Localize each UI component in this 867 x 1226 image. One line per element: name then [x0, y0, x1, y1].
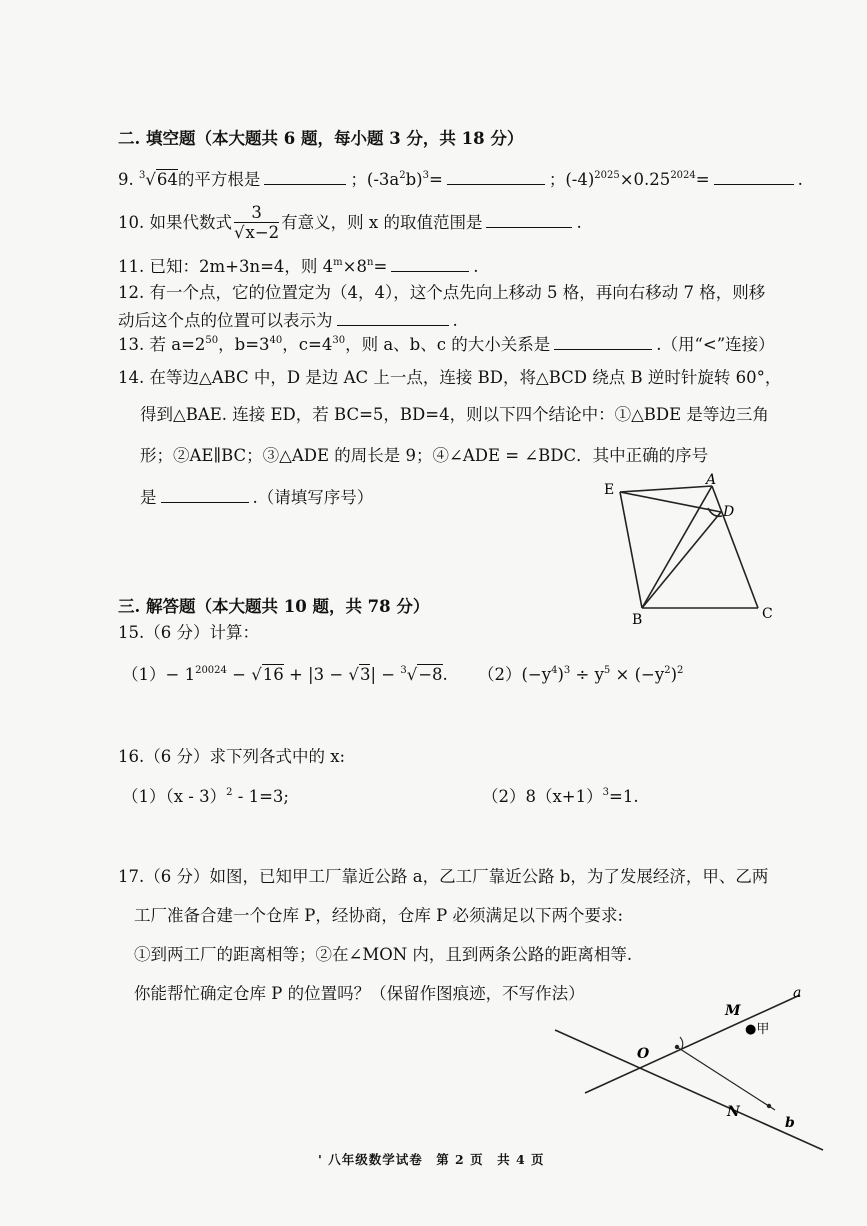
q11-number: 11.	[118, 257, 145, 276]
fig17-label-a: a	[793, 985, 802, 1001]
point-on-road-b	[767, 1104, 771, 1108]
q13-end: .（用“<”连接）	[656, 335, 775, 354]
q16-p1-post: - 1=3;	[232, 787, 289, 806]
q15-p1-sqrt: 16	[262, 665, 284, 684]
question-12-line-2	[118, 309, 458, 332]
q10-text-1: 如果代数式	[149, 213, 232, 232]
question-9: 9. $^3$√64的平方根是 ；$(-3a^2b)^3=$ ；$(-4)^{2025}\times 0.25^{2024}=$ .	[118, 170, 803, 189]
segment-ab	[642, 486, 712, 608]
q15-p2-sup: 2	[677, 665, 684, 676]
question-14-line-1	[118, 367, 781, 389]
q9-radicand: 64	[156, 170, 178, 189]
question-15-part-1: $(1)- 1^{20024} - √16 + |3 - √3| - ^3√-8$.	[122, 665, 448, 684]
q9-blank-3[interactable]	[714, 168, 794, 185]
construction-line	[677, 1047, 775, 1110]
segment-ed	[620, 492, 721, 512]
q15-p1-root-index: 3	[400, 665, 407, 676]
section-2-heading: 二. 填空题（本大题共 6 题，每小题 3 分，共 18 分）	[118, 129, 524, 148]
q15-p2-sup: 5	[603, 665, 611, 676]
q15-p2-c: × (−y	[610, 665, 665, 684]
q14-text-5: .（请填写序号）	[252, 488, 374, 507]
q10-denominator: √x−2	[234, 223, 280, 242]
segment-bd	[642, 512, 721, 608]
fig17-label-b: b	[785, 1115, 795, 1131]
fig17-label-n: N	[727, 1104, 740, 1120]
question-12-line-1	[118, 282, 765, 304]
q16-p1-text: （1）（x - 3）	[122, 787, 227, 806]
q14-number: 14.	[118, 368, 145, 387]
q11-blank[interactable]	[391, 255, 469, 272]
q16-p2-sup: 3	[602, 787, 609, 798]
q9-eq: =	[695, 170, 710, 189]
q9-blank-2[interactable]	[447, 168, 545, 185]
q15-p1-sqrt2: 3	[359, 665, 371, 684]
q15-p2-label: （2）	[478, 665, 522, 684]
q15-p1-label: （1）	[122, 665, 166, 684]
q9-text-1: 的平方根是	[177, 170, 261, 189]
q15-p1-cbrt: −8	[418, 665, 443, 684]
question-16-part-1	[122, 786, 289, 808]
road-b	[555, 1030, 823, 1150]
q9-text-3: b)	[405, 170, 423, 189]
question-15-title: 15.（6 分）计算：	[118, 623, 259, 642]
segment-eb	[620, 492, 642, 608]
q9-sup: 2025	[594, 170, 620, 181]
q11-eq: =	[373, 257, 388, 276]
q13-text-a: 若 a=2	[149, 335, 206, 354]
q11-text-2: ×8	[342, 257, 367, 276]
arc-mark	[680, 1037, 683, 1050]
q10-number: 10.	[118, 213, 145, 232]
fig17-label-o: O	[637, 1046, 650, 1062]
fig14-label-e: E	[604, 482, 615, 498]
question-16-part-2	[482, 786, 639, 808]
q12-text-2: 动后这个点的位置可以表示为	[118, 311, 333, 330]
question-17-line-1: 17.（6 分）如图，已知甲工厂靠近公路 a，乙工厂靠近公路 b，为了发展经济，甲、乙两	[118, 867, 769, 886]
q12-end: .	[452, 311, 458, 330]
q11-text-1: 已知：2m+3n=4，则 4	[149, 257, 334, 276]
q13-text-c: ，c=4	[282, 335, 333, 354]
fig14-label-b: B	[632, 612, 643, 628]
q15-p2-sup: 3	[563, 665, 571, 676]
question-14-line-3: 形；②AE∥BC；③△ADE 的周长是 9；④∠ADE = ∠BDC．其中正确的序号	[140, 446, 709, 465]
question-17-line-3: ①到两工厂的距离相等；②在∠MON 内，且到两条公路的距离相等.	[134, 945, 633, 964]
q15-p1-end: .	[442, 665, 448, 684]
q10-text-2: 有意义，则 x 的取值范围是	[281, 213, 483, 232]
q14-text-4: 是	[140, 488, 157, 507]
q12-number: 12.	[118, 283, 145, 302]
q9-text-2: ；(-3a	[350, 170, 400, 189]
q9-sup: 2	[399, 170, 406, 181]
q9-end: .	[797, 170, 803, 189]
fig14-label-a: A	[706, 472, 717, 488]
question-17-line-2: 工厂准备合建一个仓库 P，经协商，仓库 P 必须满足以下两个要求:	[134, 906, 623, 925]
section-3-heading: 三. 解答题（本大题共 10 题，共 78 分）	[118, 597, 430, 616]
q10-blank[interactable]	[486, 211, 572, 228]
q9-eq: =	[429, 170, 443, 189]
question-16-title: 16.（6 分）求下列各式中的 x:	[118, 747, 346, 766]
page-footer	[318, 1150, 545, 1168]
q10-fraction	[234, 204, 279, 243]
q16-p2-post: =1.	[609, 787, 639, 806]
q10-end: .	[576, 213, 582, 232]
q12-text-1: 有一个点，它的位置定为（4，4），这个点先向上移动 5 格，再向右移动 7 格，则移	[149, 283, 766, 302]
q16-p2-text: （2）8（x+1）	[482, 787, 603, 806]
q15-p1-sup: 20024	[195, 665, 227, 676]
road-a	[585, 995, 800, 1093]
q15-p1-a: − 1	[165, 665, 196, 684]
q12-blank[interactable]	[337, 309, 449, 326]
q15-p2-b: ÷ y	[570, 665, 604, 684]
fig17-label-m: M	[725, 1003, 741, 1019]
q16-p1-sup: 2	[226, 787, 233, 798]
question-14-line-4	[140, 486, 373, 509]
q9-root-index: 3	[139, 170, 146, 181]
q14-triangle-figure	[595, 470, 785, 630]
q15-p2-a: (−y	[521, 665, 552, 684]
q15-p2-sup: 2	[664, 665, 671, 676]
q14-text-1: 在等边△ABC 中，D 是边 AC 上一点，连接 BD，将△BCD 绕点 B 逆时针旋转 60°，	[149, 368, 782, 387]
q15-p1-d: | −	[370, 665, 401, 684]
q15-p1-c: + |3 −	[283, 665, 349, 684]
q13-text-post: ，则 a、b、c 的大小关系是	[345, 335, 551, 354]
footer-text: 八年级数学试卷 第 2 页 共 4 页	[328, 1152, 545, 1167]
fig14-label-d: D	[723, 504, 735, 520]
question-13	[118, 333, 775, 356]
q13-sup: 30	[332, 335, 346, 346]
fig14-label-c: C	[762, 606, 773, 622]
q14-blank[interactable]	[161, 486, 249, 503]
fig17-label-jia: ●甲	[745, 1022, 770, 1037]
q9-blank-1[interactable]	[264, 168, 346, 185]
q9-text-5: ×0.25	[619, 170, 671, 189]
question-11	[118, 255, 479, 278]
segment-ac	[712, 486, 758, 608]
q9-number: 9.	[118, 170, 134, 189]
q15-p1-b: −	[226, 665, 252, 684]
question-14-line-2: 得到△BAE. 连接 ED，若 BC=5，BD=4，则以下四个结论中：①△BDE 是等边三角	[140, 405, 769, 424]
footer-mark: '	[318, 1152, 323, 1167]
q11-end: .	[473, 257, 479, 276]
q13-sup: 50	[205, 335, 219, 346]
q13-text-b: ，b=3	[218, 335, 270, 354]
q15-p2-close: )	[557, 665, 564, 684]
q10-den-radicand: x−2	[245, 223, 280, 242]
q11-sup: m	[333, 257, 343, 268]
q15-p2-sup: 4	[551, 665, 558, 676]
segment-ea	[620, 486, 712, 492]
q10-numerator: 3	[234, 204, 279, 223]
point-on-road-a	[675, 1045, 679, 1049]
q9-sup: 2024	[670, 170, 696, 181]
question-17-line-4: 你能帮忙确定仓库 P 的位置吗？（保留作图痕迹，不写作法）	[134, 984, 585, 1003]
q13-number: 13.	[118, 335, 145, 354]
q13-blank[interactable]	[554, 333, 652, 350]
question-15-part-2	[478, 664, 683, 686]
question-10	[118, 203, 582, 243]
q9-text-4: ；(-4)	[548, 170, 595, 189]
q17-roads-figure	[545, 975, 845, 1165]
q15-p2-close: )	[670, 665, 678, 684]
q13-sup: 40	[269, 335, 283, 346]
q9-sup: 3	[422, 170, 429, 181]
q11-sup: n	[366, 257, 374, 268]
